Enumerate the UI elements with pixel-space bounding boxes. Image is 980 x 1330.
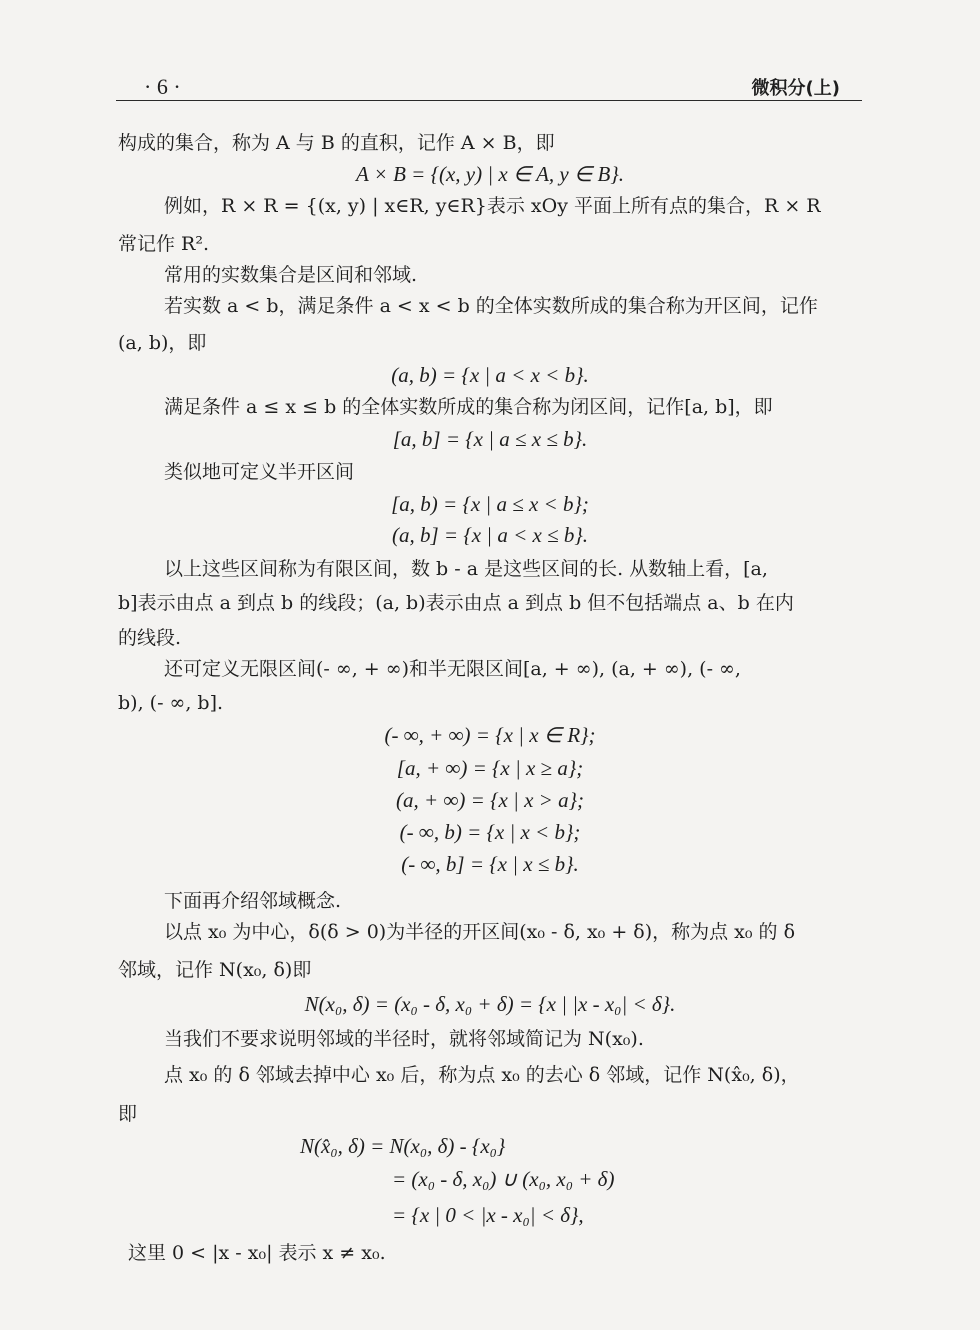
equation-line: (- ∞, b] = {x | x ≤ b}. bbox=[401, 852, 579, 876]
equation-line: N(x₀, δ) = (x₀ - δ, x₀ + δ) = {x | |x - x₀| < δ}. bbox=[304, 992, 676, 1016]
text-line: 下面再介绍邻域概念. bbox=[164, 890, 342, 912]
equation-line: = {x | 0 < |x - x₀| < δ}, bbox=[392, 1203, 584, 1227]
text-line: 满足条件 a ≤ x ≤ b 的全体实数所成的集合称为闭区间，记作[a, b]，即 bbox=[164, 396, 773, 418]
equation-line: [a, b) = {x | a ≤ x < b}; bbox=[391, 492, 589, 516]
text-line: 常用的实数集合是区间和邻域. bbox=[164, 264, 418, 286]
text-line: 邻域，记作 N(x₀, δ)即 bbox=[118, 959, 312, 981]
text-line: 以上这些区间称为有限区间，数 b - a 是这些区间的长. 从数轴上看，[a, bbox=[164, 558, 768, 580]
equation-line: (a, b] = {x | a < x ≤ b}. bbox=[392, 523, 588, 547]
text-line: 构成的集合，称为 A 与 B 的直积，记作 A × B，即 bbox=[118, 132, 555, 154]
text-line: 这里 0 < |x - x₀| 表示 x ≠ x₀. bbox=[128, 1242, 386, 1264]
text-line: b), (- ∞, b]. bbox=[118, 692, 224, 714]
text-line: 例如，R × R = {(x, y) | x∈R, y∈R}表示 xOy 平面上所有点的集合，R × R bbox=[164, 195, 821, 217]
text-line: 若实数 a < b，满足条件 a < x < b 的全体实数所成的集合称为开区间，记作 bbox=[164, 295, 818, 317]
text-line: 常记作 R². bbox=[118, 233, 210, 255]
text-line: (a, b)，即 bbox=[118, 332, 207, 354]
equation-line: (- ∞, b) = {x | x < b}; bbox=[399, 820, 581, 844]
text-line: 还可定义无限区间(- ∞, + ∞)和半无限区间[a, + ∞), (a, + ∞), (- ∞, bbox=[164, 658, 741, 680]
text-line: b]表示由点 a 到点 b 的线段；(a, b)表示由点 a 到点 b 但不包括端点 a、b 在内 bbox=[118, 592, 794, 614]
equation-line: (a, b) = {x | a < x < b}. bbox=[391, 363, 589, 387]
text-line: 的线段. bbox=[118, 627, 182, 649]
text-line: 类似地可定义半开区间 bbox=[164, 461, 355, 483]
equation-line: (a, + ∞) = {x | x > a}; bbox=[396, 788, 584, 812]
equation-line: = (x₀ - δ, x₀) ∪ (x₀, x₀ + δ) bbox=[392, 1167, 615, 1191]
book-title: 微积分(上) bbox=[751, 78, 840, 99]
equation-line: A × B = {(x, y) | x ∈ A, y ∈ B}. bbox=[355, 162, 625, 186]
header-rule bbox=[116, 100, 862, 101]
text-line: 当我们不要求说明邻域的半径时，就将邻域简记为 N(x₀). bbox=[164, 1028, 644, 1050]
text-line: 点 x₀ 的 δ 邻域去掉中心 x₀ 后，称为点 x₀ 的去心 δ 邻域，记作 N(x̂₀, δ)， bbox=[164, 1064, 800, 1086]
equation-line: [a, b] = {x | a ≤ x ≤ b}. bbox=[392, 427, 588, 451]
page-header bbox=[116, 72, 862, 102]
equation-line: [a, + ∞) = {x | x ≥ a}; bbox=[396, 756, 584, 780]
text-line: 以点 x₀ 为中心，δ(δ > 0)为半径的开区间(x₀ - δ, x₀ + δ)，称为点 x₀ 的 δ bbox=[164, 921, 796, 943]
equation-line: (- ∞, + ∞) = {x | x ∈ R}; bbox=[384, 723, 596, 747]
equation-line: N(x̂₀, δ) = N(x₀, δ) - {x₀} bbox=[300, 1134, 506, 1158]
text-line: 即 bbox=[118, 1103, 138, 1125]
page-number: · 6 · bbox=[144, 74, 181, 99]
